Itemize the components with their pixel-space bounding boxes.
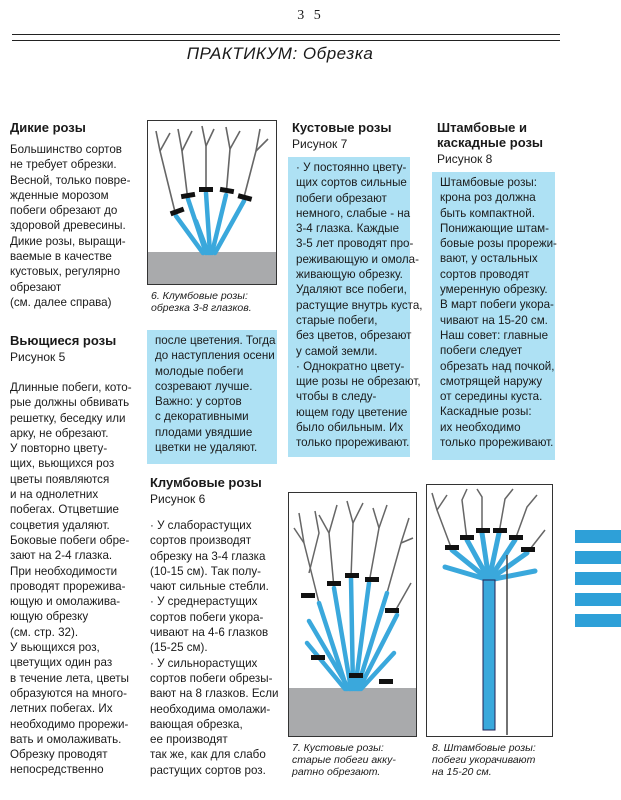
- text-line: · Однократно цвету-: [296, 359, 405, 373]
- text-line: с декоративными: [155, 410, 249, 424]
- figure-6-bed-rose: [147, 120, 277, 285]
- figure-6-caption: [151, 290, 252, 314]
- section-tabs: [575, 530, 621, 640]
- text-line: Наш совет: главные: [440, 328, 549, 342]
- text-line: решетку, беседку или: [10, 411, 126, 425]
- bed-roses-figref: Рисунок 6: [150, 492, 206, 506]
- text-line: сортов проводят: [440, 267, 530, 281]
- text-line: кустовых, регулярно: [10, 265, 121, 279]
- text-line: немного, слабые - на: [296, 206, 411, 220]
- section-tab: [575, 530, 621, 543]
- text-line: Понижающие штам-: [440, 221, 550, 235]
- text-line: жденные морозом: [10, 188, 109, 202]
- text-line: умеренную обрезку.: [440, 283, 548, 297]
- bed-roses-text: [150, 518, 278, 778]
- shrub-roses-heading: Кустовые розы: [292, 120, 392, 135]
- old-shoots: [432, 489, 545, 553]
- figure-7-caption: [292, 742, 396, 778]
- standard-roses-heading: [437, 120, 543, 150]
- shrub-rose-illustration: [289, 493, 417, 737]
- text-line: вать и омолаживать.: [10, 732, 122, 746]
- text-line: молодые побеги: [155, 364, 244, 378]
- text-line: цветы появляются: [10, 472, 110, 486]
- text-line: соцветия удаляют.: [10, 518, 110, 532]
- bed-roses-heading: Клумбовые розы: [150, 475, 262, 490]
- text-line: чают сильные стебли.: [150, 580, 269, 594]
- ground: [148, 252, 277, 285]
- section-tab: [575, 614, 621, 627]
- text-line: созревают лучше.: [155, 379, 253, 393]
- text-line: крона роз должна: [440, 191, 536, 205]
- shrub-roses-figref: Рисунок 7: [292, 137, 348, 151]
- text-line: побегах. Отцветшие: [10, 503, 119, 517]
- text-line: было обильным. Их: [296, 421, 404, 435]
- wild-roses-heading: Дикие розы: [10, 120, 86, 135]
- text-line: Весной, только повре-: [10, 173, 131, 187]
- shrub-roses-box: [288, 157, 423, 457]
- standard-roses-figref: Рисунок 8: [437, 152, 493, 166]
- text-line: цветущих один раз: [10, 656, 113, 670]
- text-line: на 15-20 см.: [432, 766, 492, 778]
- text-line: 7. Кустовые розы:: [292, 742, 384, 754]
- text-line: рые должны обвивать: [10, 396, 130, 410]
- text-line: 3-4 глазка. Каждые: [296, 222, 400, 236]
- climbing-roses-heading: Вьющиеся розы: [10, 333, 117, 348]
- text-line: побеги укорачивают: [432, 754, 536, 766]
- text-line: побеги обрезают до: [10, 204, 118, 218]
- text-line: до наступления осени: [155, 349, 275, 363]
- text-line: чивают на 15-20 см.: [440, 313, 548, 327]
- text-line: обрезка 3-8 глазков.: [151, 302, 252, 314]
- text-line: не требует обрезки.: [10, 158, 117, 172]
- text-line: сортов побеги укора-: [150, 610, 264, 624]
- text-line: только прореживают.: [440, 436, 554, 450]
- text-line: Дикие розы, выращи-: [10, 234, 126, 248]
- text-line: · У постоянно цвету-: [296, 161, 407, 174]
- text-line: старые побеги,: [296, 313, 378, 327]
- climbing-roses-figref: Рисунок 5: [10, 350, 66, 364]
- bed-rose-illustration: [148, 121, 277, 285]
- text-line: бовые розы прорежи-: [440, 237, 557, 251]
- text-line: При необходимости: [10, 564, 118, 578]
- text-line: У повторно цвету-: [10, 442, 108, 456]
- text-line: растущие внутрь куста,: [296, 298, 423, 312]
- text-line: непосредственно: [10, 763, 104, 777]
- after-bloom-note: [147, 330, 277, 464]
- text-line: вающая обрезка,: [150, 717, 243, 731]
- pruned-stems: [176, 193, 244, 253]
- standard-roses-box: [432, 172, 555, 460]
- standard-rose-illustration: [427, 485, 553, 737]
- text-line: Большинство сортов: [10, 143, 122, 156]
- text-line: ваемые в качестве: [10, 250, 112, 264]
- text-line: от середины куста.: [440, 390, 543, 404]
- text-line: каскадные розы: [437, 135, 544, 150]
- text-line: В март побеги укора-: [440, 298, 554, 312]
- text-line: у самой земли.: [296, 344, 378, 358]
- text-line: вают на 8 глазков. Если: [150, 687, 279, 701]
- text-line: щие розы не обрезают,: [296, 375, 421, 389]
- text-line: смотрящей наружу: [440, 374, 543, 388]
- figure-8-standard-rose: [426, 484, 553, 737]
- section-tab: [575, 572, 621, 585]
- text-line: необходима омолажи-: [150, 702, 271, 716]
- text-line: Штамбовые и: [437, 120, 528, 135]
- trunk: [483, 580, 495, 730]
- climbing-roses-text: [10, 380, 132, 778]
- text-line: · У сильнорастущих: [150, 656, 258, 670]
- page-number: 3 5: [297, 8, 324, 23]
- section-tab: [575, 551, 621, 564]
- text-line: без цветов, обрезают: [296, 329, 412, 343]
- text-line: (см. стр. 32).: [10, 625, 79, 639]
- text-line: их необходимо: [440, 420, 521, 434]
- text-line: обрезать над почкой,: [440, 359, 555, 373]
- text-line: зают на 2-4 глазка.: [10, 549, 113, 563]
- text-line: обрезают: [10, 280, 62, 294]
- text-line: арку, не обрезают.: [10, 426, 109, 440]
- text-line: Штамбовые розы:: [440, 176, 537, 189]
- text-line: и на однолетних: [10, 488, 99, 502]
- text-line: плодами увядшие: [155, 425, 253, 439]
- text-line: сортов побеги обрезы-: [150, 671, 273, 685]
- text-line: щих сортов сильные: [296, 176, 407, 190]
- header-rule: [12, 34, 560, 35]
- text-line: (10-15 см). Так полу-: [150, 564, 262, 578]
- text-line: необходимо прорежи-: [10, 717, 129, 731]
- text-line: (15-25 см).: [150, 641, 208, 655]
- header-rule-thin: [12, 40, 560, 41]
- figure-7-shrub-rose: [288, 492, 417, 737]
- shoots-blue: [307, 578, 397, 689]
- crown-blue: [445, 533, 535, 580]
- text-line: сортов производят: [150, 534, 252, 548]
- text-line: цветки не удаляют.: [155, 441, 258, 455]
- text-line: ющем году цветение: [296, 405, 408, 419]
- text-line: · У среднерастущих: [150, 595, 258, 609]
- text-line: чтобы в следу-: [296, 390, 377, 404]
- text-line: образуются на много-: [10, 686, 127, 700]
- text-line: щих, вьющихся роз: [10, 457, 115, 471]
- text-line: ющую обрезку: [10, 610, 89, 624]
- text-line: Боковые побеги обре-: [10, 533, 130, 547]
- text-line: 3-5 лет проводят про-: [296, 237, 414, 251]
- text-line: после цветения. Тогда: [155, 334, 276, 347]
- text-line: проводят прорежива-: [10, 579, 126, 593]
- text-line: Обрезку проводят: [10, 748, 108, 762]
- text-line: побеги обрезают: [296, 191, 387, 205]
- text-line: здоровой древесины.: [10, 219, 126, 233]
- page-title: ПРАКТИКУМ: Обрезка: [186, 44, 374, 63]
- wild-roses-text: [10, 142, 130, 310]
- section-tab: [575, 593, 621, 606]
- text-line: быть компактной.: [440, 206, 535, 220]
- old-shoots: [156, 126, 268, 216]
- text-line: ее производят: [150, 733, 228, 747]
- ground: [289, 688, 417, 737]
- text-line: побеги следует: [440, 344, 523, 358]
- text-line: растущих сортов роз.: [150, 763, 266, 777]
- text-line: · У слаборастущих: [150, 519, 252, 532]
- text-line: 6. Клумбовые розы:: [151, 290, 248, 302]
- text-line: в течение лета, цветы: [10, 671, 129, 685]
- text-line: живающую обрезку.: [296, 268, 403, 282]
- text-line: Удаляют все побеги,: [296, 283, 407, 297]
- text-line: реживающую и омола-: [296, 252, 419, 266]
- figure-8-caption: [432, 742, 536, 778]
- text-line: вают, у остальных: [440, 252, 538, 266]
- text-line: чивают на 4-6 глазков: [150, 626, 269, 640]
- text-line: У вьющихся роз,: [10, 641, 100, 655]
- text-line: 8. Штамбовые розы:: [432, 742, 536, 754]
- cut-markers: [445, 528, 535, 552]
- text-line: Длинные побеги, кото-: [10, 381, 132, 394]
- text-line: обрезку на 3-4 глазка: [150, 549, 266, 563]
- text-line: ющую и омолажива-: [10, 595, 121, 609]
- text-line: (см. далее справа): [10, 295, 112, 309]
- text-line: летних побегах. Их: [10, 702, 113, 716]
- text-line: ратно обрезают.: [292, 766, 381, 778]
- text-line: Важно: у сортов: [155, 395, 242, 409]
- text-line: только прореживают.: [296, 436, 410, 450]
- text-line: Каскадные розы:: [440, 405, 532, 419]
- text-line: старые побеги акку-: [292, 754, 396, 766]
- text-line: так же, как для слабо: [150, 748, 266, 762]
